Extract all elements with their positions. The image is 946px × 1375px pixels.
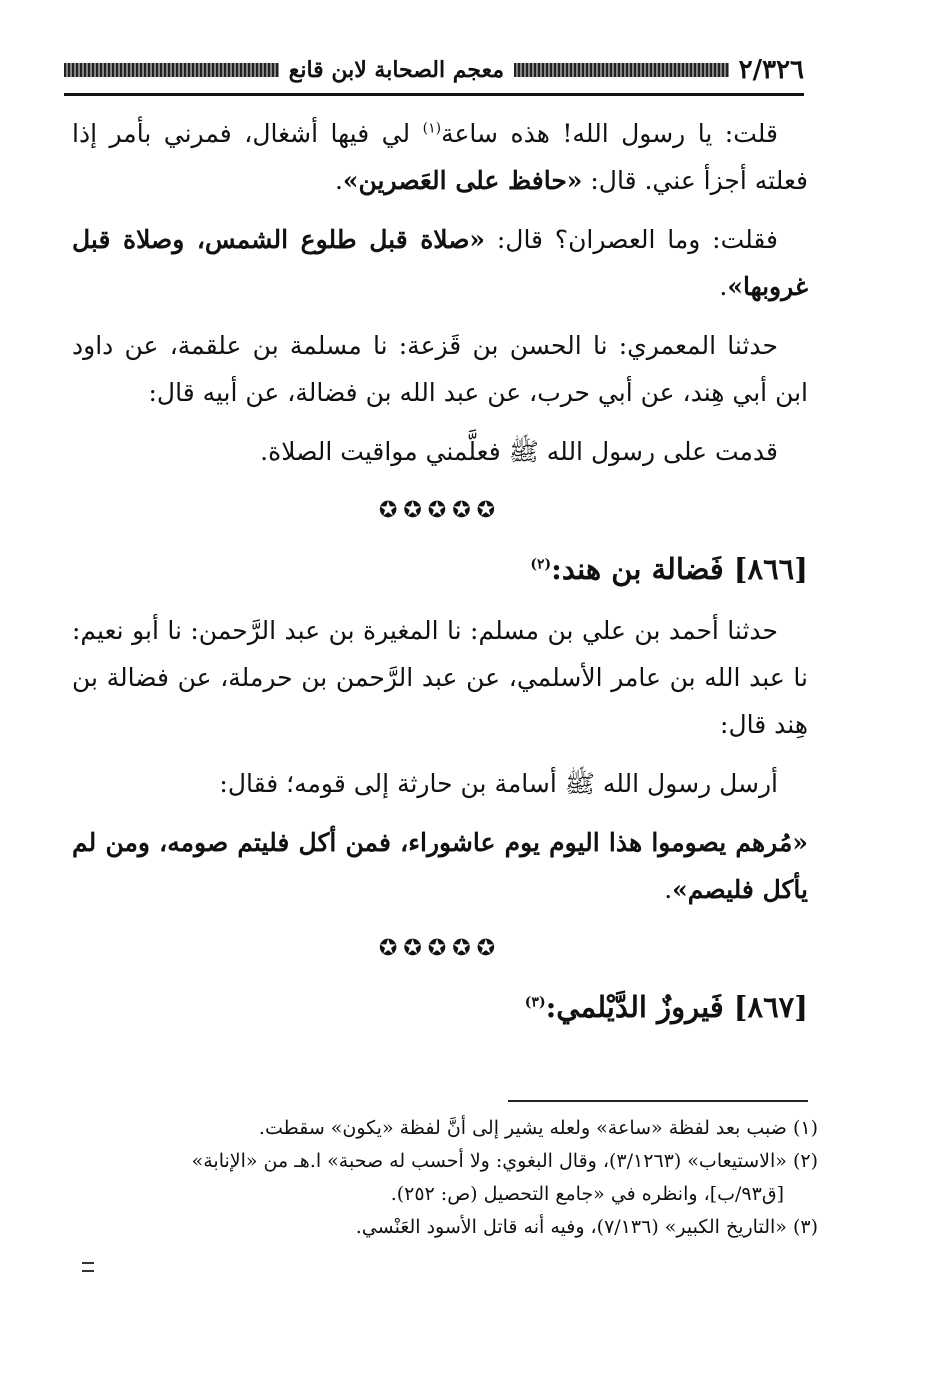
footnote: (٣) «التاريخ الكبير» (٧/١٣٦)، وفيه أنه قاتل الأسود العَنْسي. bbox=[355, 1216, 818, 1238]
entry-heading bbox=[72, 546, 808, 593]
footnote-ref: (٣) bbox=[524, 994, 546, 1011]
text: . bbox=[334, 166, 343, 195]
header-ornament-bar bbox=[514, 63, 729, 77]
paragraph bbox=[72, 819, 808, 913]
isnad-paragraph: حدثنا المعمري: نا الحسن بن قَزعة: نا مسلمة بن علقمة، عن داود ابن أبي هِند، عن أبي حرب، عن عبد الله بن فضالة، عن أبيه قال: bbox=[72, 331, 808, 407]
section-divider: ✪✪✪✪✪ bbox=[378, 936, 502, 961]
footnote-ref: (٢) bbox=[530, 556, 552, 573]
header-ornament-bar bbox=[64, 63, 279, 77]
footnote-separator bbox=[508, 1100, 808, 1102]
text: لي فيها أشغال، فمرني بأمر إذا فعلته أجزأ عني. قال: bbox=[72, 119, 808, 195]
text: . bbox=[719, 272, 728, 301]
page-number: ٢/٣٢٦ bbox=[738, 55, 804, 85]
matn-paragraph: أرسل رسول الله ﷺ أسامة بن حارثة إلى قومه؛ فقال: bbox=[219, 769, 778, 798]
hadith-quote: «حافظ على العَصرين» bbox=[342, 166, 583, 195]
hadith-quote: «صلاة قبل طلوع الشمس، وصلاة قبل غروبها» bbox=[72, 225, 808, 301]
header-rule bbox=[64, 93, 804, 96]
book-title: معجم الصحابة لابن قانع bbox=[288, 57, 505, 83]
text: قلت: يا رسول الله! هذه ساعة bbox=[441, 119, 778, 148]
paragraph bbox=[72, 216, 808, 310]
margin-mark bbox=[82, 1262, 94, 1272]
footnote: (٢) «الاستيعاب» (٣/١٢٦٣)، وقال البغوي: ولا أحسب له صحبة» ا.هـ من «الإنابة» bbox=[191, 1150, 818, 1172]
footnote: (١) ضبب بعد لفظة «ساعة» ولعله يشير إلى أنَّ لفظة «يكون» سقطت. bbox=[258, 1117, 818, 1139]
paragraph bbox=[72, 110, 808, 204]
page-header bbox=[64, 52, 804, 88]
footnote-continuation: [ق٩٣/ب]، وانظره في «جامع التحصيل (ص: ٢٥٢). bbox=[390, 1183, 784, 1205]
section-divider: ✪✪✪✪✪ bbox=[378, 498, 502, 523]
entry-title: [٨٦٦] فَضالة بن هند: bbox=[551, 552, 808, 586]
main-text bbox=[72, 110, 808, 1045]
matn-paragraph: قدمت على رسول الله ﷺ فعلَّمني مواقيت الصلاة. bbox=[260, 437, 778, 466]
isnad-paragraph: حدثنا أحمد بن علي بن مسلم: نا المغيرة بن عبد الرَّحمن: نا أبو نعيم: نا عبد الله بن عامر الأسلمي، عن عبد الرَّحمن بن حرملة، عن فضالة بن هِند قال: bbox=[72, 616, 808, 739]
text: . bbox=[664, 875, 673, 904]
footnotes bbox=[72, 1112, 818, 1244]
footnote-ref: (١) bbox=[422, 120, 442, 137]
entry-heading bbox=[72, 984, 808, 1031]
text: فقلت: وما العصران؟ قال: bbox=[485, 225, 778, 254]
entry-title: [٨٦٧] فَيروزٌ الدَّيْلمي: bbox=[545, 990, 808, 1024]
hadith-quote: «مُرهم يصوموا هذا اليوم يوم عاشوراء، فمن أكل فليتم صومه، ومن لم يأكل فليصم» bbox=[72, 828, 808, 904]
